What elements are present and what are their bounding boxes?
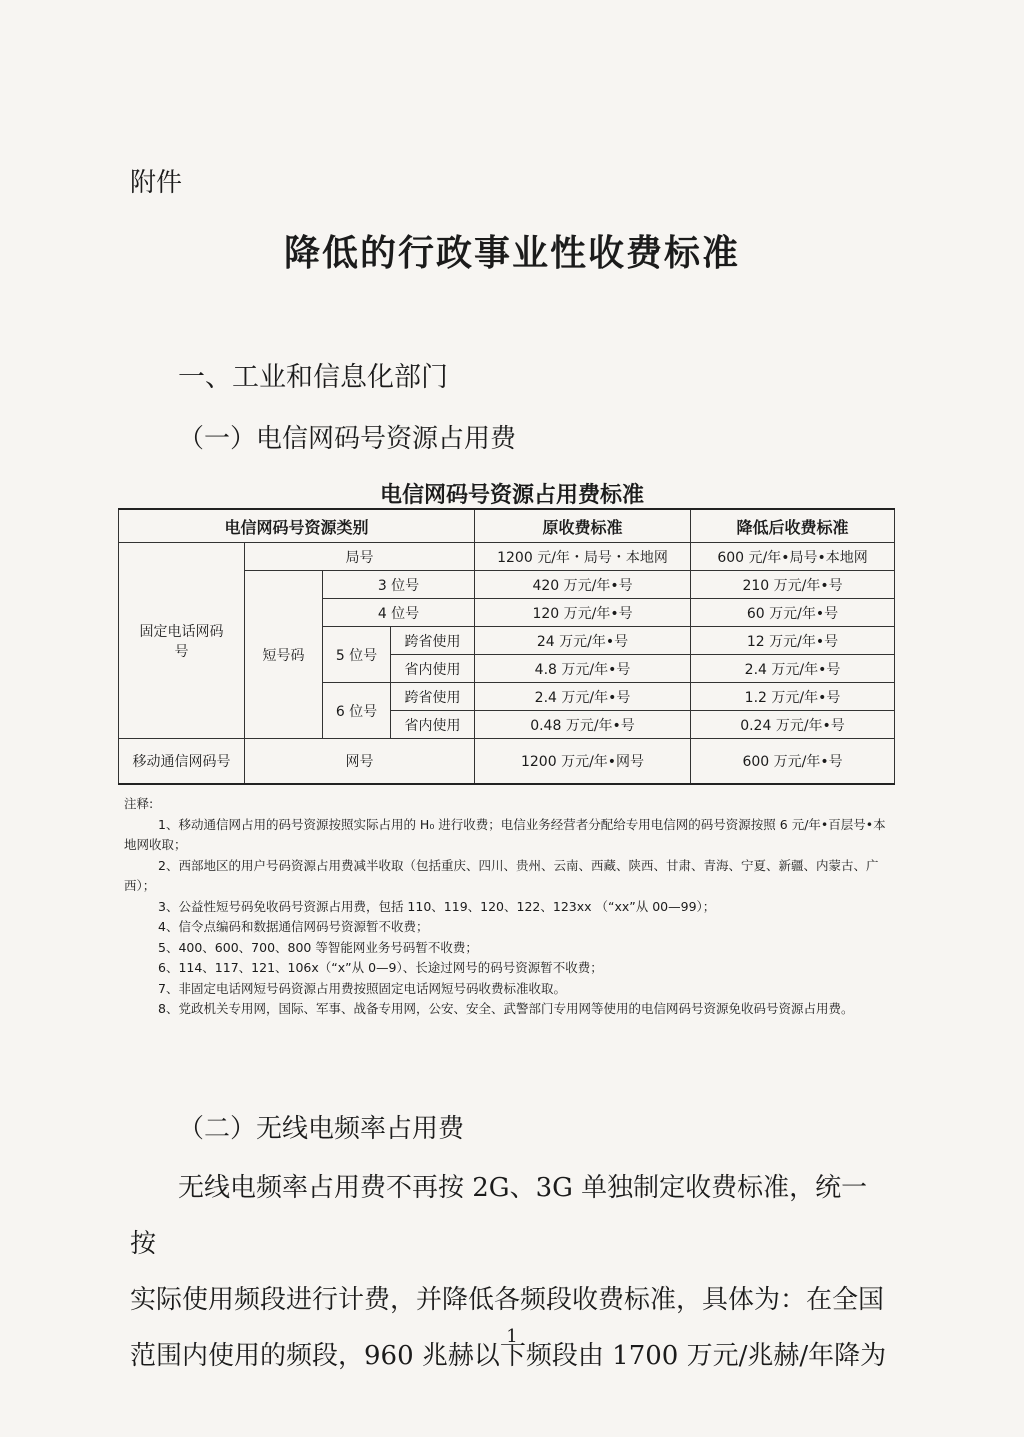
paragraph-line: 实际使用频段进行计费，并降低各频段收费标准，具体为：在全国 bbox=[130, 1285, 885, 1315]
note-item: 1、移动通信网占用的码号资源按照实际占用的 H₀ 进行收费；电信业务经营者分配给专用电信网的码号资源按照 6 元/年•百层号•本地网收取； bbox=[124, 816, 886, 852]
paragraph-line: 范围内使用的频段，960 兆赫以下频段由 1700 万元/兆赫/年降为 bbox=[130, 1341, 887, 1371]
d5-intra-original: 4.8 万元/年•号 bbox=[475, 655, 691, 683]
fixed-network-label: 固定电话网码号 bbox=[119, 543, 245, 739]
page-number: 1 bbox=[506, 1326, 518, 1347]
header-reduced: 降低后收费标准 bbox=[691, 509, 895, 543]
attachment-label: 附件 bbox=[130, 168, 183, 198]
fee-table bbox=[118, 508, 895, 785]
body-paragraph bbox=[130, 1160, 890, 1384]
note-item: 2、西部地区的用户号码资源占用费减半收取（包括重庆、四川、贵州、云南、西藏、陕西、甘肃、青海、宁夏、新疆、内蒙古、广西）； bbox=[124, 857, 879, 893]
d3-label: 3 位号 bbox=[323, 571, 475, 599]
d5-inter-original: 24 万元/年•号 bbox=[475, 627, 691, 655]
document-title: 降低的行政事业性收费标准 bbox=[283, 233, 740, 274]
d4-label: 4 位号 bbox=[323, 599, 475, 627]
d6-intra-label: 省内使用 bbox=[391, 711, 475, 739]
note-item: 4、信令点编码和数据通信网码号资源暂不收费； bbox=[158, 919, 429, 934]
note-item: 3、公益性短号码免收码号资源占用费，包括 110、119、120、122、123xx （“xx”从 00—99）； bbox=[158, 898, 716, 914]
note-item: 5、400、600、700、800 等智能网业务号码暂不收费； bbox=[158, 939, 478, 955]
d6-inter-reduced: 1.2 万元/年•号 bbox=[691, 683, 895, 711]
mobile-original: 1200 万元/年•网号 bbox=[475, 739, 691, 785]
bureau-original: 1200 元/年・局号・本地网 bbox=[475, 543, 691, 571]
d4-original: 120 万元/年•号 bbox=[475, 599, 691, 627]
d3-reduced: 210 万元/年•号 bbox=[691, 571, 895, 599]
table-header-row bbox=[119, 509, 895, 543]
subsection-heading-2: （二）无线电频率占用费 bbox=[178, 1114, 465, 1144]
table-row bbox=[119, 543, 895, 571]
d3-original: 420 万元/年•号 bbox=[475, 571, 691, 599]
d5-label: 5 位号 bbox=[323, 627, 391, 683]
d6-inter-label: 跨省使用 bbox=[391, 683, 475, 711]
note-item: 8、党政机关专用网，国际、军事、战备专用网，公安、安全、武警部门专用网等使用的电信网码号资源免收码号资源占用费。 bbox=[158, 1001, 854, 1016]
d5-intra-label: 省内使用 bbox=[391, 655, 475, 683]
table-row bbox=[119, 739, 895, 785]
d5-inter-reduced: 12 万元/年•号 bbox=[691, 627, 895, 655]
mobile-network-label: 移动通信网码号 bbox=[119, 739, 245, 785]
d5-inter-label: 跨省使用 bbox=[391, 627, 475, 655]
header-category: 电信网码号资源类别 bbox=[119, 509, 475, 543]
paragraph-line: 无线电频率占用费不再按 2G、3G 单独制定收费标准，统一按 bbox=[130, 1173, 868, 1259]
d6-inter-original: 2.4 万元/年•号 bbox=[475, 683, 691, 711]
subsection-heading: （一）电信网码号资源占用费 bbox=[178, 424, 517, 454]
table-caption: 电信网码号资源占用费标准 bbox=[379, 483, 644, 508]
note-item: 7、非固定电话网短号码资源占用费按照固定电话网短号码收费标准收取。 bbox=[158, 980, 566, 996]
bureau-label: 局号 bbox=[245, 543, 475, 571]
bureau-reduced: 600 元/年•局号•本地网 bbox=[691, 543, 895, 571]
d6-label: 6 位号 bbox=[323, 683, 391, 739]
mobile-label: 网号 bbox=[245, 739, 475, 785]
section-heading: 一、工业和信息化部门 bbox=[178, 362, 448, 393]
d5-intra-reduced: 2.4 万元/年•号 bbox=[691, 655, 895, 683]
d6-intra-original: 0.48 万元/年•号 bbox=[475, 711, 691, 739]
note-item: 6、114、117、121、106x（“x”从 0—9）、长途过网号的码号资源暂不收费； bbox=[158, 960, 603, 975]
d6-intra-reduced: 0.24 万元/年•号 bbox=[691, 711, 895, 739]
mobile-reduced: 600 万元/年•号 bbox=[691, 739, 895, 785]
d4-reduced: 60 万元/年•号 bbox=[691, 599, 895, 627]
header-original: 原收费标准 bbox=[475, 509, 691, 543]
short-code-label: 短号码 bbox=[245, 571, 323, 739]
notes-title: 注释: bbox=[124, 796, 154, 811]
notes-block bbox=[124, 794, 894, 1020]
